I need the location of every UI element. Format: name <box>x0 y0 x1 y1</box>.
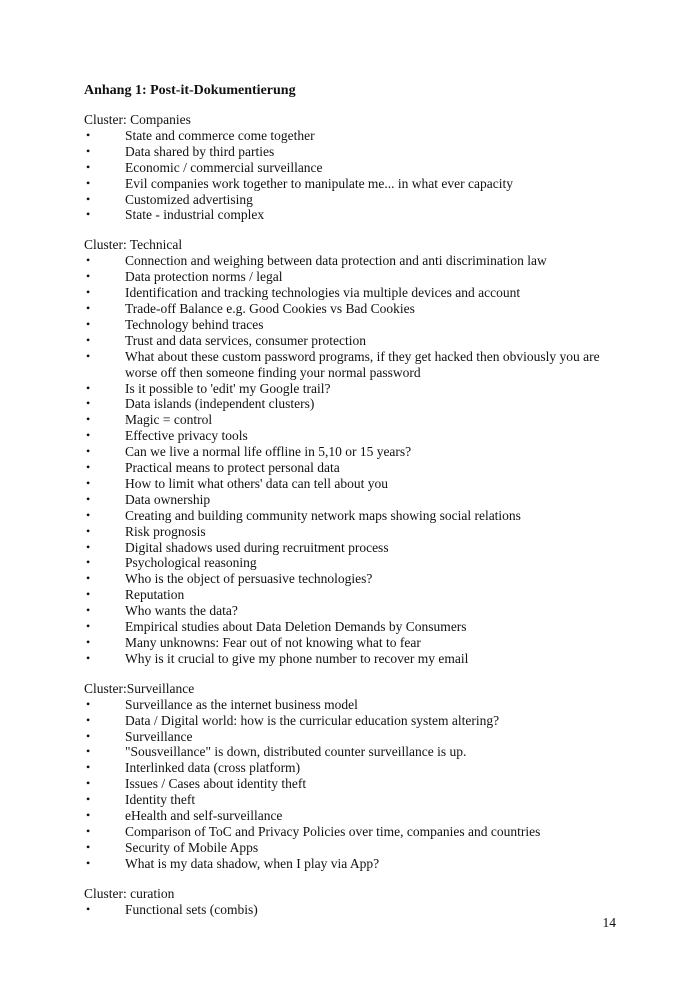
list-item-text: Who is the object of persuasive technologies? <box>125 571 373 587</box>
bullet-icon: • <box>86 428 91 443</box>
bullet-icon: • <box>86 539 91 554</box>
list-item <box>84 651 624 667</box>
list-item-text: Empirical studies about Data Deletion Demands by Consumers <box>125 619 467 635</box>
list-item-text: Identification and tracking technologies via multiple devices and account <box>125 285 521 301</box>
list-item-text: "Sousveillance" is down, distributed counter surveillance is up. <box>125 744 467 760</box>
bullet-icon: • <box>86 808 91 823</box>
bullet-icon: • <box>86 332 91 347</box>
bullet-list <box>84 128 624 223</box>
bullet-icon: • <box>86 207 91 222</box>
list-item-text: Functional sets (combis) <box>125 901 258 917</box>
bullet-icon: • <box>86 348 91 363</box>
bullet-icon: • <box>86 760 91 775</box>
list-item <box>84 253 624 269</box>
list-item <box>84 176 624 192</box>
bullet-icon: • <box>86 491 91 506</box>
list-item-text: Is it possible to 'edit' my Google trail? <box>125 380 331 396</box>
bullet-list <box>84 253 624 667</box>
cluster-section <box>84 112 624 223</box>
list-item-text: Trust and data services, consumer protection <box>125 332 366 348</box>
bullet-icon: • <box>86 396 91 411</box>
list-item-text: Who wants the data? <box>125 603 238 619</box>
list-item-text: Why is it crucial to give my phone number to recover my email <box>125 650 469 666</box>
bullet-icon: • <box>86 127 91 142</box>
bullet-icon: • <box>86 523 91 538</box>
list-item <box>84 144 624 160</box>
list-item <box>84 540 624 556</box>
list-item-text: Digital shadows used during recruitment process <box>125 539 389 555</box>
list-item <box>84 317 624 333</box>
list-item-text: Data ownership <box>125 491 211 507</box>
list-item <box>84 524 624 540</box>
list-item <box>84 571 624 587</box>
list-item <box>84 269 624 285</box>
list-item <box>84 729 624 745</box>
bullet-icon: • <box>86 380 91 395</box>
list-item <box>84 160 624 176</box>
list-item-text: Interlinked data (cross platform) <box>125 760 301 776</box>
list-item <box>84 128 624 144</box>
list-item <box>84 856 624 872</box>
list-item <box>84 635 624 651</box>
bullet-icon: • <box>86 316 91 331</box>
list-item-text: Risk prognosis <box>125 523 206 539</box>
list-item <box>84 444 624 460</box>
list-item <box>84 697 624 713</box>
bullet-icon: • <box>86 555 91 570</box>
list-item-text: Security of Mobile Apps <box>125 839 259 855</box>
bullet-icon: • <box>86 839 91 854</box>
list-item-text: Evil companies work together to manipulate me... in what ever capacity <box>125 175 513 191</box>
list-item-text: How to limit what others' data can tell about you <box>125 475 388 491</box>
list-item-text: Magic = control <box>125 412 213 428</box>
bullet-icon: • <box>86 712 91 727</box>
cluster-section <box>84 886 624 918</box>
bullet-icon: • <box>86 285 91 300</box>
list-item-text: Reputation <box>125 587 185 603</box>
cluster-section <box>84 237 624 666</box>
list-item <box>84 396 624 412</box>
list-item <box>84 349 624 381</box>
list-item <box>84 508 624 524</box>
bullet-icon: • <box>86 159 91 174</box>
cluster-title: Cluster:Surveillance <box>84 680 195 696</box>
page-heading: Anhang 1: Post-it-Dokumentierung <box>84 83 296 98</box>
list-item <box>84 587 624 603</box>
list-item-text: State and commerce come together <box>125 127 315 143</box>
list-item-text: Technology behind traces <box>125 316 264 332</box>
list-item <box>84 840 624 856</box>
list-item <box>84 619 624 635</box>
list-item-text: Many unknowns: Fear out of not knowing what to fear <box>125 635 421 650</box>
bullet-icon: • <box>86 253 91 268</box>
document-page <box>84 83 624 932</box>
list-item <box>84 744 624 760</box>
bullet-icon: • <box>86 619 91 634</box>
page-number: 14 <box>602 915 616 930</box>
list-item <box>84 301 624 317</box>
list-item-text: Trade-off Balance e.g. Good Cookies vs Bad Cookies <box>125 300 415 316</box>
list-item-text: Data shared by third parties <box>125 143 275 159</box>
list-item-text: What about these custom password programs, if they get hacked then obviously you are worse off then someone finding your normal password <box>125 348 600 380</box>
list-item-text: Surveillance <box>125 728 193 744</box>
bullet-icon: • <box>86 571 91 586</box>
bullet-icon: • <box>86 823 91 838</box>
cluster-list <box>84 112 624 918</box>
bullet-icon: • <box>86 300 91 315</box>
list-item-text: Economic / commercial surveillance <box>125 159 323 175</box>
list-item <box>84 428 624 444</box>
list-item <box>84 776 624 792</box>
cluster-title: Cluster: curation <box>84 885 175 901</box>
bullet-icon: • <box>86 744 91 759</box>
cluster-title: Cluster: Technical <box>84 237 183 253</box>
list-item-text: Comparison of ToC and Privacy Policies over time, companies and countries <box>125 823 541 839</box>
list-item-text: Customized advertising <box>125 191 253 207</box>
bullet-icon: • <box>86 696 91 711</box>
list-item <box>84 333 624 349</box>
list-item <box>84 192 624 208</box>
list-item-text: State - industrial complex <box>125 207 265 223</box>
bullet-list <box>84 902 624 918</box>
list-item <box>84 713 624 729</box>
list-item <box>84 808 624 824</box>
bullet-icon: • <box>86 175 91 190</box>
list-item-text: Data protection norms / legal <box>125 269 283 285</box>
list-item <box>84 492 624 508</box>
bullet-icon: • <box>86 901 91 916</box>
bullet-icon: • <box>86 412 91 427</box>
bullet-icon: • <box>86 460 91 475</box>
list-item <box>84 412 624 428</box>
bullet-icon: • <box>86 143 91 158</box>
list-item-text: Effective privacy tools <box>125 428 248 444</box>
list-item-text: Practical means to protect personal data <box>125 460 340 476</box>
bullet-icon: • <box>86 191 91 206</box>
list-item <box>84 381 624 397</box>
list-item-text: Identity theft <box>125 792 196 808</box>
list-item-text: Creating and building community network maps showing social relations <box>125 507 521 523</box>
bullet-icon: • <box>86 269 91 284</box>
bullet-icon: • <box>86 650 91 665</box>
list-item <box>84 824 624 840</box>
list-item-text: Issues / Cases about identity theft <box>125 776 307 792</box>
bullet-icon: • <box>86 792 91 807</box>
cluster-section <box>84 681 624 872</box>
list-item <box>84 902 624 918</box>
bullet-icon: • <box>86 855 91 870</box>
list-item-text: Data / Digital world: how is the curricular education system altering? <box>125 712 500 728</box>
bullet-icon: • <box>86 507 91 522</box>
list-item-text: What is my data shadow, when I play via App? <box>125 855 380 871</box>
list-item <box>84 285 624 301</box>
list-item-text: Can we live a normal life offline in 5,10 or 15 years? <box>125 444 412 460</box>
bullet-icon: • <box>86 635 91 649</box>
bullet-list <box>84 697 624 872</box>
list-item-text: Data islands (independent clusters) <box>125 396 315 412</box>
list-item <box>84 476 624 492</box>
bullet-icon: • <box>86 444 91 459</box>
list-item <box>84 760 624 776</box>
bullet-icon: • <box>86 603 91 618</box>
list-item <box>84 792 624 808</box>
list-item-text: Connection and weighing between data protection and anti discrimination law <box>125 253 547 269</box>
list-item <box>84 207 624 223</box>
list-item-text: eHealth and self-surveillance <box>125 808 283 824</box>
list-item <box>84 555 624 571</box>
cluster-title: Cluster: Companies <box>84 112 191 127</box>
bullet-icon: • <box>86 776 91 791</box>
bullet-icon: • <box>86 728 91 743</box>
list-item-text: Surveillance as the internet business model <box>125 696 358 712</box>
bullet-icon: • <box>86 587 91 602</box>
bullet-icon: • <box>86 475 91 490</box>
list-item <box>84 460 624 476</box>
list-item-text: Psychological reasoning <box>125 555 257 571</box>
list-item <box>84 603 624 619</box>
